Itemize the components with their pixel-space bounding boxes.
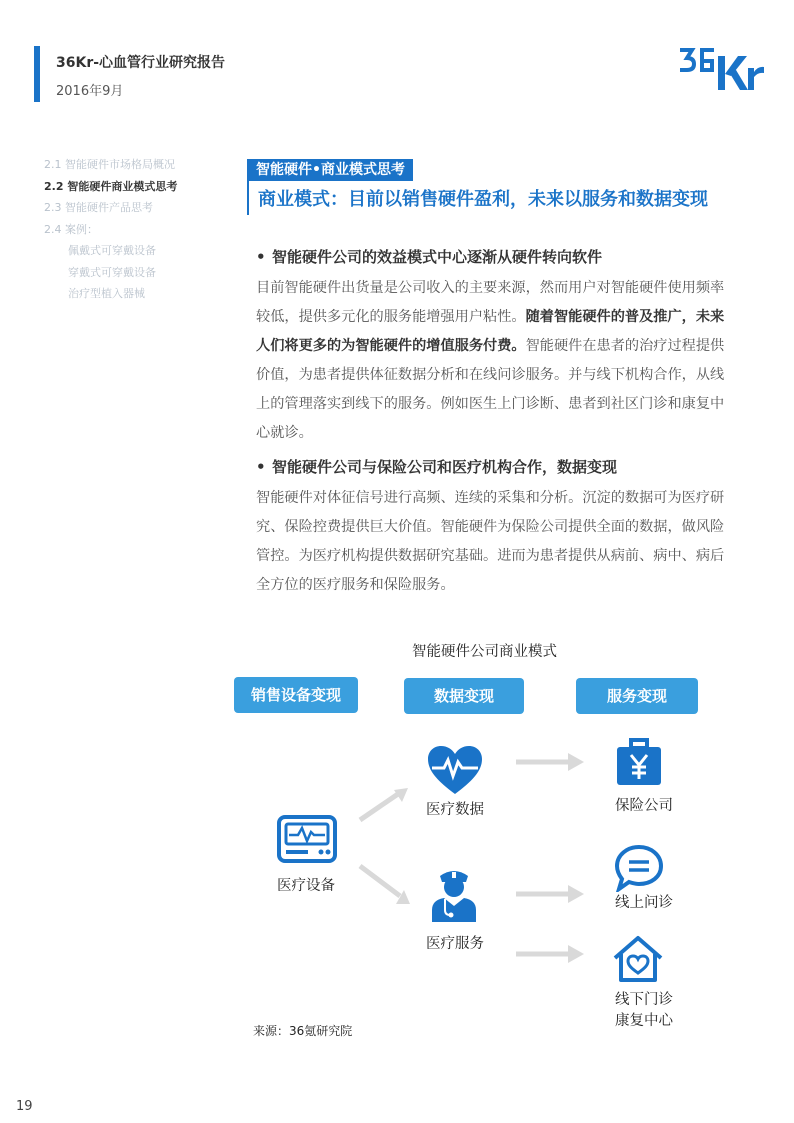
section-tag: 智能硬件•商业模式思考 [248,159,413,181]
section-title: 商业模式：目前以销售硬件盈利，未来以服务和数据变现 [258,189,708,210]
node-offline-clinic-line2: 康复中心 [615,1013,673,1029]
node-online-consultation: 线上问诊 [615,895,673,911]
header-sales-monetization: 销售设备变现 [234,677,358,713]
bullet-dot: • [256,458,266,476]
arrow-down-right [356,862,414,908]
table-of-contents [44,154,177,305]
monitor-icon [276,814,338,864]
doctor-icon [430,866,478,924]
heart-pulse-icon [426,744,484,796]
arrow-to-online-consult [514,882,586,906]
report-title: 36Kr-心血管行业研究报告 [56,55,226,71]
node-medical-data: 医疗数据 [426,802,484,818]
node-offline-clinic [606,990,682,1032]
paragraph-2: 智能硬件对体征信号进行高频、连续的采集和分析。沉淀的数据可为医疗研究、保险控费提供巨大价值。智能硬件为保险公司提供全面的数据，做风险管控。为医疗机构提供数据研究基础。进而为患者提供从病前、病中、病后全方位的医疗服务和保险服务。 [256,490,725,593]
toc-item-2-2[interactable]: 2.2 智能硬件商业模式思考 [44,179,178,193]
arrow-to-insurance [514,750,586,774]
bullet-heading-1: • 智能硬件公司的效益模式中心逐渐从硬件转向软件 [256,248,603,266]
paragraph-1 [256,274,726,448]
toc-subitem[interactable]: 佩戴式可穿戴设备 [68,244,156,257]
page-number: 19 [16,1099,33,1114]
header-service-monetization: 服务变现 [576,678,698,714]
paragraph-1-text-b: 智能硬件在患者的治疗过程提供价值，为患者提供体征数据分析和在线问诊服务。并与线下机构合作，从线上的管理落实到线下的服务。例如医生上门诊断、患者到社区门诊和康复中心就诊。 [256,338,725,441]
header-accent-bar [34,46,40,102]
house-heart-icon [612,934,664,984]
toc-subitem[interactable]: 穿戴式可穿戴设备 [68,265,156,279]
node-insurance-company: 保险公司 [615,798,673,814]
chat-bubble-icon [614,844,664,892]
header-data-monetization: 数据变现 [404,678,524,714]
node-medical-service: 医疗服务 [426,936,484,952]
toc-item-2-4[interactable]: 2.4 案例： [44,222,98,236]
node-offline-clinic-line1: 线下门诊 [615,992,673,1008]
36kr-logo [678,42,764,94]
diagram-title: 智能硬件公司商业模式 [412,644,557,660]
bullet-heading-2: • 智能硬件公司与保险公司和医疗机构合作，数据变现 [256,458,618,476]
toc-item-2-3[interactable]: 2.3 智能硬件产品思考 [44,201,153,214]
bullet-dot: • [256,248,266,266]
yuan-briefcase-icon [614,738,664,788]
paragraph-1-text-a: 目前智能硬件出货量是公司收入的主要来源，然而用户对智能硬件使用频率较低，提供多元化的服务能增强用户粘性。 [256,280,725,325]
toc-item-2-1[interactable]: 2.1 智能硬件市场格局概况 [44,158,175,171]
paragraph-1-bold: 随着智能硬件的普及推广，未来人们将更多的为智能硬件的增值服务付费。 [256,309,725,354]
arrow-to-offline-clinic [514,942,586,966]
report-date: 2016年9月 [56,84,124,99]
node-medical-device: 医疗设备 [277,878,335,894]
source-note: 来源：36氪研究院 [253,1024,353,1038]
arrow-up-right [356,784,412,824]
toc-subitem[interactable]: 治疗型植入器械 [68,287,145,300]
